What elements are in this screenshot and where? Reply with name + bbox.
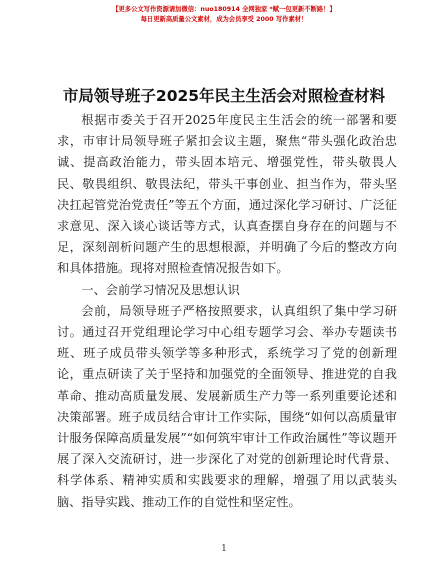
promo-line-2: 每日更新高质量公文素材，成为会员享受 2000 写作素材！ xyxy=(140,16,308,23)
section-paragraph: 会前，局领导班子严格按照要求，认真组织了集中学习研讨。通过召开党组理论学习中心组专题学习会、举办专题读书班、班子成员带头领学等多种形式，系统学习了党的创新理论，重点研读了关于坚持和加强党的全面领导、推进党的自我革命、推动高质量发展、发展新质生产力等一系列重要论述和决策部署。班子成员结合审计工作实际，围绕“如何以高质量审计服务保障高质量发展”“如何筑牢审计工作政治属性”等议题开展了深入交流研讨，进一步深化了对党的创新理论时代背景、科学体系、精神实质和实践要求的理解，增强了用以武装头脑、指导实践、推动工作的自觉性和坚定性。 xyxy=(57,303,397,509)
document-title: 市局领导班子2025年民主生活会对照检查材料 xyxy=(62,87,386,105)
page-number: 1 xyxy=(221,544,227,554)
promo-banner xyxy=(0,5,448,25)
document-body xyxy=(57,110,397,513)
intro-paragraph: 根据市委关于召开2025年度民主生活会的统一部署和要求，市审计局领导班子紧扣会议主题，聚焦“带头强化政治忠诚、提高政治能力，带头固本培元、增强党性，带头敬畏人民、敬畏组织、敬畏法纪，带头干事创业、担当作为，带头坚决扛起管党治党责任”等五个方面，通过深化学习研讨、广泛征求意见、深入谈心谈话等方式，认真查摆自身存在的问题与不足，深刻剖析问题产生的思想根源，并明确了今后的整改方向和具体措施。现将对照检查情况报告如下。 xyxy=(57,113,397,276)
section-heading: 一、会前学习情况及思想认识 xyxy=(81,282,240,297)
promo-line-1: 【更多公文写作资源请加微信：nuo180914 全网独家 *赋一包更新不断路！】 xyxy=(112,6,336,13)
